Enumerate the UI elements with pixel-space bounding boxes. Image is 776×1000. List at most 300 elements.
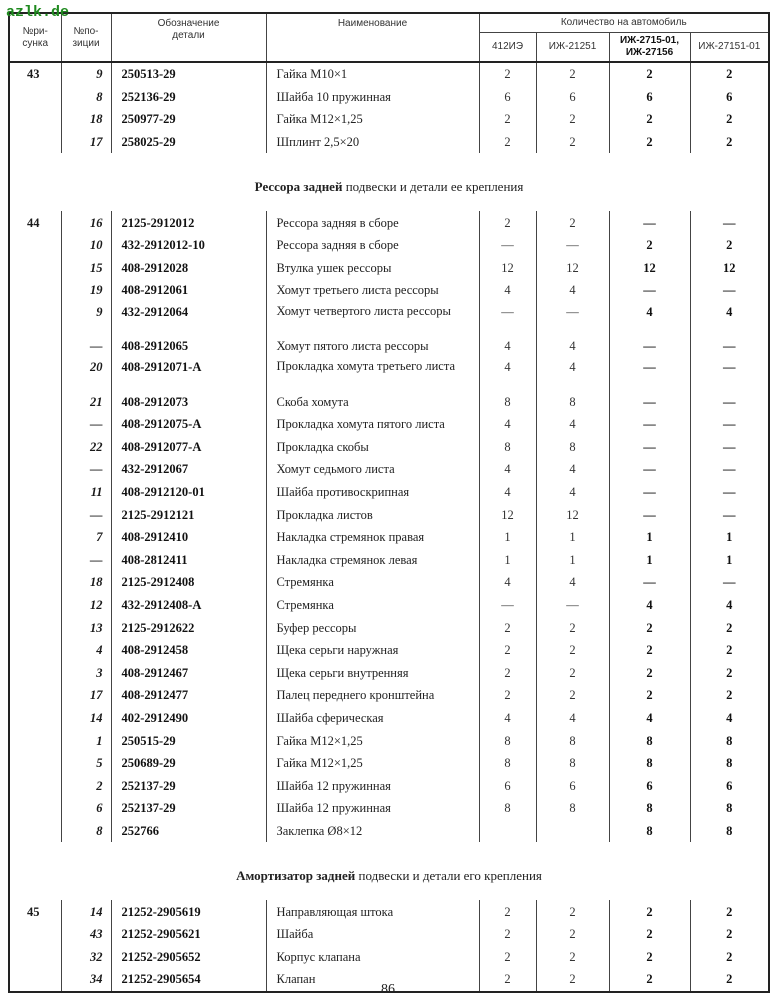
table-row [9,774,769,797]
quantity-model-3-cell: 2 [609,684,690,707]
position-number-cell: 20 [61,357,111,390]
quantity-model-3-cell: 8 [609,729,690,752]
designation-cell: 21252-2905652 [111,945,266,968]
position-number-cell: 9 [61,302,111,335]
table-row [9,661,769,684]
quantity-model-3-cell: 2 [609,234,690,257]
quantity-model-1-cell: 4 [479,571,536,594]
designation-cell: 408-2912467 [111,661,266,684]
quantity-model-2-cell: 8 [536,436,609,459]
position-number-cell: 12 [61,594,111,617]
designation-cell: 252136-29 [111,86,266,109]
table-row [9,108,769,131]
part-name-cell: Гайка М12×1,25 [266,752,479,775]
quantity-model-1-cell: 6 [479,774,536,797]
figure-number-cell [9,108,61,131]
quantity-model-3-cell: 2 [609,968,690,992]
quantity-model-1-cell [479,820,536,843]
quantity-model-1-cell: 2 [479,211,536,234]
quantity-model-2-cell: 4 [536,413,609,436]
figure-number-cell [9,945,61,968]
quantity-model-1-cell: 4 [479,481,536,504]
quantity-model-3-cell: 2 [609,639,690,662]
quantity-model-4-cell: 6 [690,774,769,797]
parts-catalog-page [8,12,768,993]
quantity-model-4-cell: — [690,390,769,413]
quantity-model-2-cell: 2 [536,211,609,234]
quantity-model-2-cell: — [536,302,609,335]
table-row [9,571,769,594]
quantity-model-3-cell: 1 [609,549,690,572]
quantity-model-4-cell: — [690,458,769,481]
quantity-model-4-cell: 12 [690,257,769,280]
quantity-model-3-cell: 1 [609,526,690,549]
quantity-model-1-cell: 2 [479,62,536,86]
quantity-model-4-cell: — [690,481,769,504]
table-header [9,13,769,62]
part-name-cell: Корпус клапана [266,945,479,968]
figure-number-cell [9,335,61,358]
quantity-model-4-cell: 2 [690,234,769,257]
quantity-model-2-cell: 8 [536,390,609,413]
quantity-model-3-cell: 2 [609,108,690,131]
position-number-cell: 18 [61,108,111,131]
quantity-model-4-cell: 8 [690,820,769,843]
quantity-model-2-cell: 1 [536,549,609,572]
quantity-model-2-cell: 6 [536,86,609,109]
designation-cell: 432-2912012-10 [111,234,266,257]
designation-cell: 250689-29 [111,752,266,775]
figure-number-cell [9,390,61,413]
figure-number-cell [9,639,61,662]
part-name-cell: Гайка М10×1 [266,62,479,86]
table-row [9,131,769,154]
part-name-cell: Скоба хомута [266,390,479,413]
position-number-cell: 15 [61,257,111,280]
position-number-cell: 34 [61,968,111,992]
table-row [9,62,769,86]
table-row [9,594,769,617]
quantity-model-1-cell: 2 [479,900,536,923]
quantity-model-3-cell: 2 [609,661,690,684]
position-number-cell: 14 [61,707,111,730]
header-model-2: ИЖ-21251 [536,33,609,63]
table-row [9,234,769,257]
designation-cell: 408-2912120-01 [111,481,266,504]
part-name-cell: Хомут пятого листа рессоры [266,335,479,358]
part-name-cell: Шайба 12 пружинная [266,774,479,797]
position-number-cell: 43 [61,923,111,946]
header-name: Наименование [266,13,479,62]
quantity-model-1-cell: 2 [479,684,536,707]
section-heading-bold: Рессора задней [254,179,343,195]
quantity-model-4-cell: 2 [690,684,769,707]
quantity-model-2-cell: 12 [536,503,609,526]
table-row [9,945,769,968]
section-heading-rest: подвески и детали ее крепления [342,179,524,195]
table-row [9,302,769,335]
table-row [9,526,769,549]
quantity-model-3-cell: 2 [609,616,690,639]
designation-cell: 250977-29 [111,108,266,131]
page-number: 86 [381,982,395,997]
table-row [9,616,769,639]
designation-cell: 408-2912071-А [111,357,266,390]
figure-number-cell [9,707,61,730]
position-number-cell: 1 [61,729,111,752]
quantity-model-2-cell: 2 [536,62,609,86]
header-model-4: ИЖ-27151-01 [690,33,769,63]
figure-number-cell [9,752,61,775]
quantity-model-3-cell: 2 [609,62,690,86]
quantity-model-4-cell: — [690,279,769,302]
position-number-cell: 18 [61,571,111,594]
quantity-model-3-cell: 2 [609,900,690,923]
position-number-cell: 16 [61,211,111,234]
quantity-model-2-cell: 2 [536,945,609,968]
quantity-model-2-cell: 4 [536,279,609,302]
header-figure-no-line2: сунка [22,37,49,49]
designation-cell: 432-2912064 [111,302,266,335]
designation-cell: 252137-29 [111,797,266,820]
figure-number-cell [9,729,61,752]
quantity-model-1-cell: 4 [479,335,536,358]
quantity-model-4-cell: 1 [690,549,769,572]
designation-cell: 408-2912410 [111,526,266,549]
figure-number-cell [9,279,61,302]
designation-cell: 21252-2905621 [111,923,266,946]
quantity-model-2-cell: 8 [536,729,609,752]
designation-cell: 408-2912077-А [111,436,266,459]
quantity-model-2-cell: 2 [536,661,609,684]
quantity-model-3-cell: 2 [609,945,690,968]
quantity-model-1-cell: 8 [479,797,536,820]
quantity-model-4-cell: 2 [690,108,769,131]
quantity-model-2-cell: 2 [536,131,609,154]
designation-cell: 432-2912067 [111,458,266,481]
quantity-model-3-cell: — [609,211,690,234]
designation-cell: 408-2912061 [111,279,266,302]
designation-cell: 252137-29 [111,774,266,797]
designation-cell: 408-2812411 [111,549,266,572]
quantity-model-2-cell: 4 [536,335,609,358]
quantity-model-1-cell: 8 [479,729,536,752]
part-name-cell: Щека серьги наружная [266,639,479,662]
quantity-model-3-cell: — [609,436,690,459]
figure-number-cell [9,413,61,436]
part-name-cell: Буфер рессоры [266,616,479,639]
table-row [9,436,769,459]
part-name-cell: Заклепка Ø8×12 [266,820,479,843]
figure-number-cell [9,820,61,843]
figure-number-cell [9,549,61,572]
quantity-model-2-cell: 2 [536,923,609,946]
figure-number-cell [9,571,61,594]
quantity-model-2-cell: 2 [536,108,609,131]
table-row [9,279,769,302]
figure-number-cell [9,458,61,481]
quantity-model-4-cell: 2 [690,923,769,946]
figure-number-cell [9,234,61,257]
quantity-model-1-cell: 12 [479,257,536,280]
position-number-cell: 19 [61,279,111,302]
designation-cell: 21252-2905619 [111,900,266,923]
quantity-model-4-cell: 2 [690,639,769,662]
part-name-cell: Прокладка хомута третьего листа [266,357,479,390]
quantity-model-2-cell: 8 [536,752,609,775]
figure-number-cell: 43 [9,62,61,86]
header-designation-line2: детали [172,30,205,41]
quantity-model-2-cell: 2 [536,616,609,639]
quantity-model-3-cell: — [609,413,690,436]
quantity-model-3-cell: 2 [609,923,690,946]
designation-cell: 250513-29 [111,62,266,86]
figure-number-cell [9,797,61,820]
part-name-cell: Палец переднего кронштейна [266,684,479,707]
designation-cell: 408-2912065 [111,335,266,358]
figure-number-cell [9,684,61,707]
position-number-cell: 8 [61,820,111,843]
designation-cell: 408-2912073 [111,390,266,413]
designation-cell: 2125-2912408 [111,571,266,594]
position-number-cell: — [61,458,111,481]
designation-cell: 21252-2905654 [111,968,266,992]
table-row [9,549,769,572]
designation-cell: 402-2912490 [111,707,266,730]
section-heading-bold: Амортизатор задней [236,868,356,884]
table-row [9,481,769,504]
position-number-cell: — [61,549,111,572]
quantity-model-4-cell: 4 [690,302,769,335]
quantity-model-3-cell: — [609,458,690,481]
table-row [9,86,769,109]
quantity-model-2-cell: 4 [536,458,609,481]
quantity-model-4-cell: 2 [690,616,769,639]
quantity-model-1-cell: 4 [479,707,536,730]
figure-number-cell [9,661,61,684]
quantity-model-1-cell: 12 [479,503,536,526]
quantity-model-1-cell: 4 [479,357,536,390]
figure-number-cell [9,526,61,549]
figure-number-cell [9,357,61,390]
part-name-cell: Шайба противоскрипная [266,481,479,504]
position-number-cell: 10 [61,234,111,257]
table-row [9,729,769,752]
part-name-cell: Стремянка [266,594,479,617]
designation-cell: 252766 [111,820,266,843]
quantity-model-4-cell: 2 [690,968,769,992]
table-row [9,503,769,526]
quantity-model-2-cell: 8 [536,797,609,820]
position-number-cell: 11 [61,481,111,504]
position-number-cell: 22 [61,436,111,459]
part-name-cell: Шайба [266,923,479,946]
position-number-cell: 2 [61,774,111,797]
quantity-model-3-cell: — [609,481,690,504]
quantity-model-4-cell: — [690,436,769,459]
figure-number-cell [9,86,61,109]
table-row [9,413,769,436]
designation-cell: 408-2912075-А [111,413,266,436]
figure-number-cell [9,503,61,526]
table-row [9,639,769,662]
position-number-cell: 9 [61,62,111,86]
position-number-cell: 17 [61,131,111,154]
quantity-model-1-cell: 4 [479,279,536,302]
quantity-model-2-cell: 6 [536,774,609,797]
position-number-cell: 5 [61,752,111,775]
quantity-model-4-cell: — [690,335,769,358]
quantity-model-1-cell: — [479,234,536,257]
position-number-cell: — [61,335,111,358]
quantity-model-1-cell: 8 [479,390,536,413]
quantity-model-2-cell: 2 [536,639,609,662]
quantity-model-3-cell: — [609,390,690,413]
designation-cell: 408-2912458 [111,639,266,662]
quantity-model-1-cell: 2 [479,639,536,662]
quantity-model-3-cell: — [609,335,690,358]
quantity-model-3-cell: — [609,503,690,526]
part-name-cell: Шайба 12 пружинная [266,797,479,820]
quantity-model-4-cell: — [690,357,769,390]
quantity-model-4-cell: 2 [690,131,769,154]
designation-cell: 2125-2912012 [111,211,266,234]
table-row [9,211,769,234]
watermark: azlk.de [6,4,70,21]
part-name-cell: Хомут четвертого листа рессоры [266,302,479,335]
table-row [9,900,769,923]
quantity-model-1-cell: 6 [479,86,536,109]
position-number-cell: 17 [61,684,111,707]
quantity-model-4-cell: — [690,413,769,436]
section-heading [9,842,769,900]
figure-number-cell [9,257,61,280]
section-heading-rest: подвески и детали его крепления [355,868,542,884]
part-name-cell: Хомут третьего листа рессоры [266,279,479,302]
quantity-model-4-cell: 8 [690,752,769,775]
quantity-model-1-cell: 4 [479,458,536,481]
quantity-model-4-cell: — [690,571,769,594]
table-body [9,62,769,992]
table-row [9,335,769,358]
part-name-cell: Стремянка [266,571,479,594]
designation-cell: 432-2912408-А [111,594,266,617]
quantity-model-2-cell: 4 [536,571,609,594]
section-heading [9,153,769,211]
quantity-model-4-cell: 2 [690,661,769,684]
part-name-cell: Гайка М12×1,25 [266,729,479,752]
part-name-cell: Шайба сферическая [266,707,479,730]
figure-number-cell [9,774,61,797]
position-number-cell: 6 [61,797,111,820]
quantity-model-1-cell: 2 [479,923,536,946]
quantity-model-4-cell: 4 [690,707,769,730]
quantity-model-1-cell: 1 [479,549,536,572]
quantity-model-4-cell: 1 [690,526,769,549]
quantity-model-3-cell: 2 [609,131,690,154]
quantity-model-3-cell: — [609,279,690,302]
figure-number-cell: 44 [9,211,61,234]
quantity-model-2-cell: 1 [536,526,609,549]
position-number-cell: 32 [61,945,111,968]
quantity-model-1-cell: — [479,302,536,335]
position-number-cell: — [61,413,111,436]
part-name-cell: Шплинт 2,5×20 [266,131,479,154]
quantity-model-2-cell: — [536,234,609,257]
designation-cell: 2125-2912622 [111,616,266,639]
header-model-1: 412ИЭ [479,33,536,63]
table-row [9,684,769,707]
quantity-model-2-cell: 4 [536,481,609,504]
figure-number-cell [9,481,61,504]
position-number-cell: 4 [61,639,111,662]
quantity-model-3-cell: 8 [609,820,690,843]
position-number-cell: 13 [61,616,111,639]
quantity-model-2-cell [536,820,609,843]
quantity-model-1-cell: 2 [479,108,536,131]
quantity-model-4-cell: 2 [690,62,769,86]
table-row [9,923,769,946]
figure-number-cell [9,436,61,459]
position-number-cell: — [61,503,111,526]
quantity-model-3-cell: — [609,571,690,594]
quantity-model-3-cell: 4 [609,707,690,730]
figure-number-cell [9,616,61,639]
table-row [9,257,769,280]
table-row [9,820,769,843]
quantity-model-2-cell: 4 [536,357,609,390]
quantity-model-2-cell: — [536,594,609,617]
header-position-no-line1: №по- [73,25,99,37]
quantity-model-1-cell: 2 [479,131,536,154]
quantity-model-3-cell: 8 [609,797,690,820]
figure-number-cell [9,923,61,946]
quantity-model-2-cell: 2 [536,900,609,923]
quantity-model-4-cell: 8 [690,797,769,820]
quantity-model-1-cell: 2 [479,661,536,684]
header-quantity-group: Количество на автомобиль [479,13,769,33]
header-designation [111,13,266,62]
part-name-cell: Клапан [266,968,479,992]
table-row [9,752,769,775]
position-number-cell: 14 [61,900,111,923]
table-row [9,797,769,820]
part-name-cell: Щека серьги внутренняя [266,661,479,684]
quantity-model-3-cell: 6 [609,774,690,797]
quantity-model-4-cell: — [690,211,769,234]
quantity-model-4-cell: — [690,503,769,526]
quantity-model-3-cell: 4 [609,302,690,335]
quantity-model-1-cell: 2 [479,616,536,639]
parts-table [8,12,770,993]
table-row [9,458,769,481]
quantity-model-2-cell: 12 [536,257,609,280]
table-row [9,357,769,390]
quantity-model-4-cell: 2 [690,900,769,923]
header-designation-line1: Обозначение [157,18,220,29]
header-position-no-line2: зиции [72,37,100,49]
part-name-cell: Втулка ушек рессоры [266,257,479,280]
quantity-model-1-cell: 8 [479,752,536,775]
position-number-cell: 3 [61,661,111,684]
section-heading-row [9,842,769,900]
table-row [9,390,769,413]
figure-number-cell [9,594,61,617]
quantity-model-4-cell: 6 [690,86,769,109]
quantity-model-3-cell: 6 [609,86,690,109]
header-model-3: ИЖ-2715-01, ИЖ-27156 [609,33,690,63]
part-name-cell: Гайка М12×1,25 [266,108,479,131]
